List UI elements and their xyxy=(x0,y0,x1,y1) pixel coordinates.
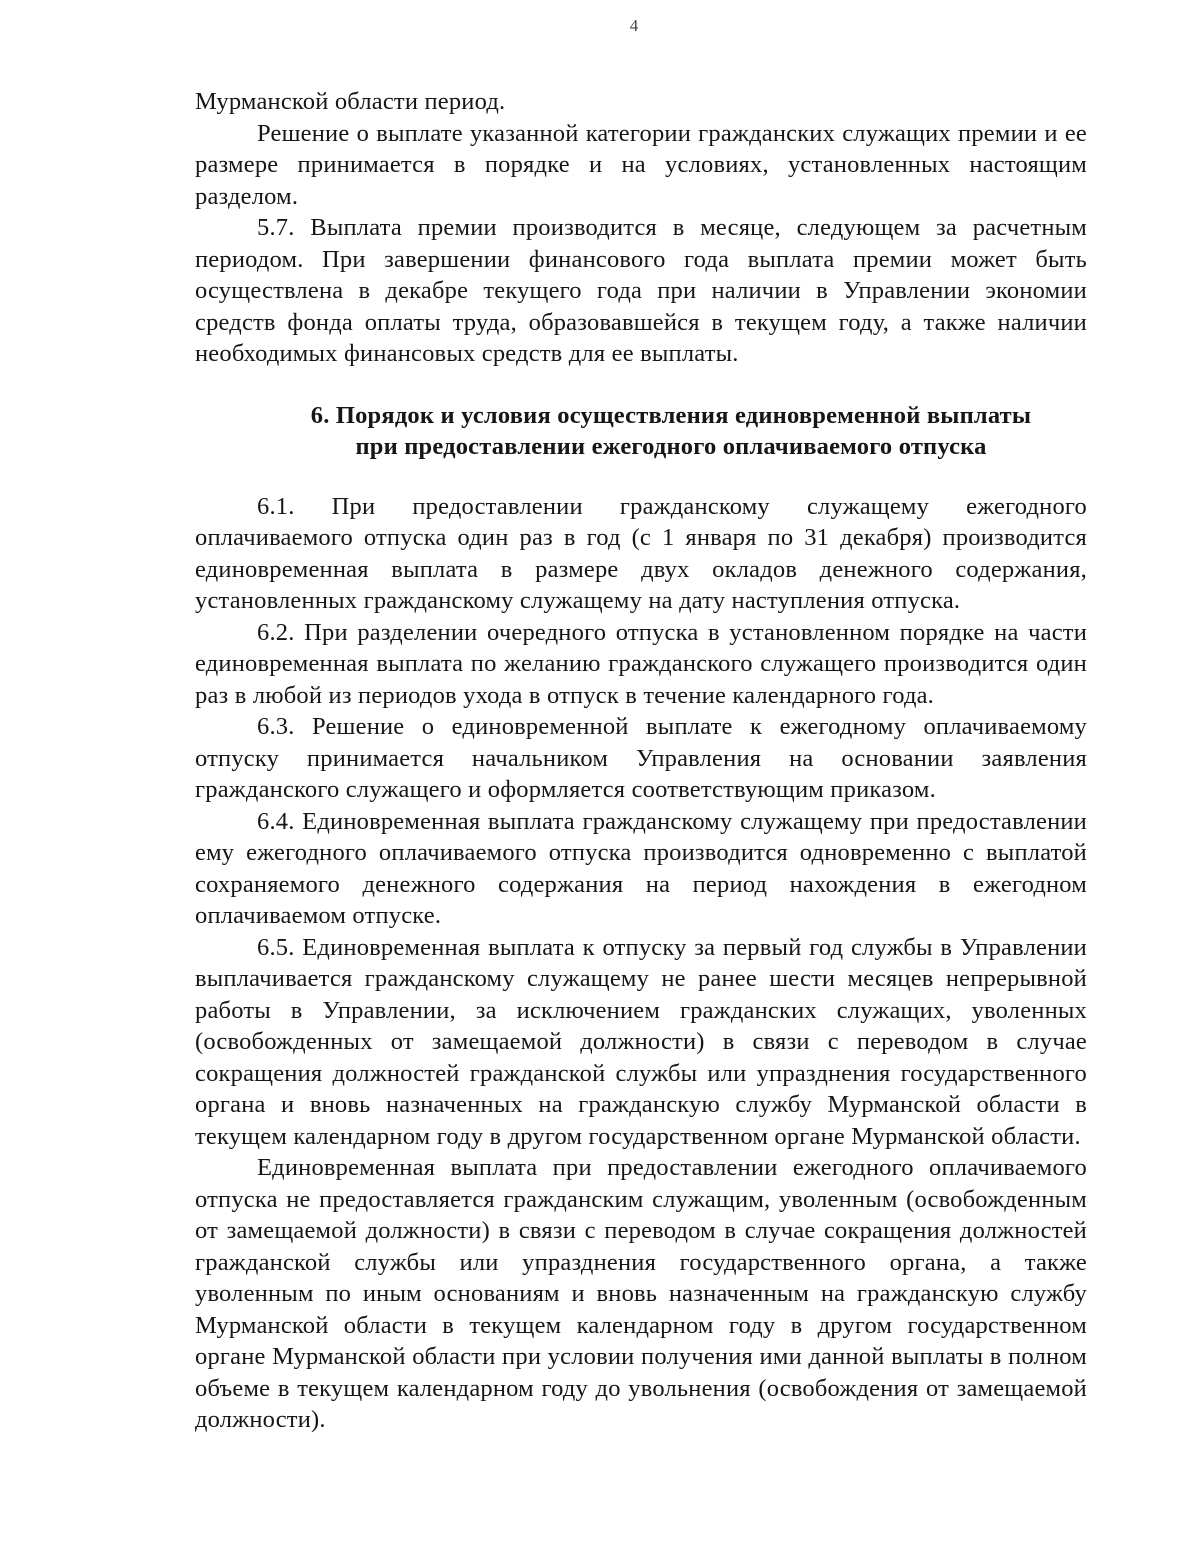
page-number: 4 xyxy=(629,16,639,35)
paragraph-exception: Единовременная выплата при предоставлении ежегодного оплачиваемого отпуска не предоставляется гражданским служащим, уволенным (освобожденным от замещаемой должности) в связи с переводом в случае сокращения должностей гражданской службы или упразднения государственного органа, а также уволенным по иным основаниям и вновь назначенным на гражданскую службу Мурманской области в текущем календарном году в другом государственном органе Мурманской области при условии получения ими данной выплаты в полном объеме в текущем календарном году до увольнения (освобождения от замещаемой должности). xyxy=(195,1154,1087,1433)
paragraph-6-3: 6.3. Решение о единовременной выплате к ежегодному оплачиваемому отпуску принимается начальником Управления на основании заявления гражданского служащего и оформляется соответствующим приказом. xyxy=(195,713,1087,803)
paragraph-continuation: Мурманской области период. xyxy=(195,88,506,115)
paragraph-premium-decision: Решение о выплате указанной категории гражданских служащих премии и ее размере принимается в порядке и на условиях, установленных настоящим разделом. xyxy=(195,119,1087,210)
paragraph-6-1: 6.1. При предоставлении гражданскому служащему ежегодного оплачиваемого отпуска один раз в год (с 1 января по 31 декабря) производится единовременная выплата в размере двух окладов денежного содержания, установленных гражданскому служащему на дату наступления отпуска. xyxy=(195,492,1087,614)
section-heading-line-1: 6. Порядок и условия осуществления единовременной выплаты xyxy=(310,401,1032,429)
document-body xyxy=(195,86,1087,1436)
paragraph-6-5: 6.5. Единовременная выплата к отпуску за первый год службы в Управлении выплачивается гражданскому служащему не ранее шести месяцев непрерывной работы в Управлении, за исключением гражданских служащих, уволенных (освобожденных от замещаемой должности) в связи с переводом в случае сокращения должностей гражданской службы или упразднения государственного органа и вновь назначенных на гражданскую службу Мурманской области в текущем календарном году в другом государственном органе Мурманской области. xyxy=(195,933,1087,1150)
section-heading-6 xyxy=(195,400,1087,463)
paragraph-6-2: 6.2. При разделении очередного отпуска в установленном порядке на части единовременная выплата по желанию гражданского служащего производится один раз в любой из периодов ухода в отпуск в течение календарного года. xyxy=(195,618,1087,709)
paragraph-6-4: 6.4. Единовременная выплата гражданскому служащему при предоставлении ему ежегодного оплачиваемого отпуска производится одновременно с выплатой сохраняемого денежного содержания на период нахождения в ежегодном оплачиваемом отпуске. xyxy=(195,807,1087,929)
section-heading-line-2: при предоставлении ежегодного оплачиваемого отпуска xyxy=(355,433,987,460)
paragraph-5-7: 5.7. Выплата премии производится в месяце, следующем за расчетным периодом. При завершении финансового года выплата премии может быть осуществлена в декабре текущего года при наличии в Управлении экономии средств фонда оплаты труда, образовавшейся в текущем году, а также наличии необходимых финансовых средств для ее выплаты. xyxy=(195,214,1087,367)
